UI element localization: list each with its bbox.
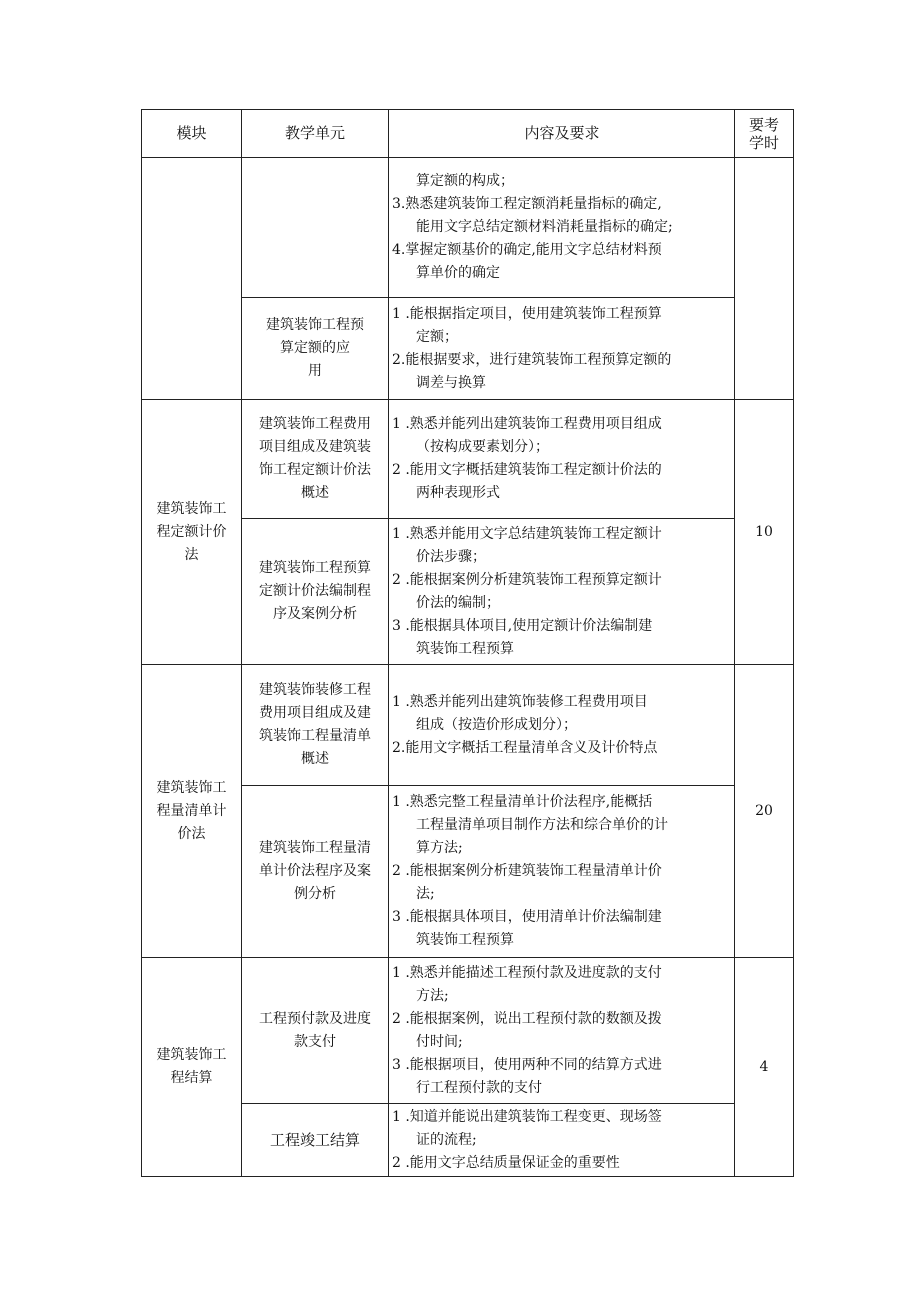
content-line: 3.熟悉建筑装饰工程定额消耗量指标的确定, [392,196,662,212]
content-line: 2 .能根据案例分析建筑装饰工程量清单计价 [392,863,662,879]
content-cell [389,1104,735,1177]
module-cell-empty [142,158,242,400]
content-line: 行工程预付款的支付 [416,1079,542,1096]
content-line: 3 .能根据具体项目，使用清单计价法编制建 [392,909,662,925]
content-line: 2 .能用文字总结质量保证金的重要性 [392,1154,620,1171]
header-hours-line1: 要考 [748,115,779,134]
unit-cell [242,519,389,665]
module-line: 建筑装饰工 [156,500,227,517]
content-cell [389,158,735,298]
unit-line: 例分析 [294,886,336,902]
unit-cell [242,298,389,400]
content-cell [389,400,735,519]
table-row [142,158,794,298]
content-line: 筑装饰工程预算 [416,640,514,657]
content-cell [389,665,735,786]
content-line: 1 .熟悉完整工程量清单计价法程序,能概括 [392,794,653,810]
content-line: 法; [416,886,435,902]
unit-line: 算定额的应 [280,340,350,356]
content-line: 证的流程; [416,1131,477,1148]
unit-line: 项目组成及建筑装 [259,439,371,455]
content-line: 2.能根据要求，进行建筑装饰工程预算定额的 [392,351,672,368]
content-line: 定额； [416,328,458,345]
unit-line: 筑装饰工程量清单 [259,728,371,744]
unit-line: 序及案例分析 [273,606,357,622]
curriculum-table [141,109,794,1177]
header-hours-line2: 学时 [748,133,779,152]
unit-line: 建筑装饰工程预 [266,317,364,333]
unit-line: 用 [308,363,322,379]
content-line: 1 .熟悉并能列出建筑装饰工程费用项目组成 [392,416,662,432]
content-line: 价法的编制； [416,594,500,611]
unit-line: 概述 [301,485,329,501]
unit-line: 建筑装饰装修工程 [259,682,371,698]
unit-line: 费用项目组成及建 [259,705,371,721]
hours-value: 20 [735,665,794,958]
content-line: 2 .能根据案例，说出工程预付款的数额及拨 [392,1010,662,1027]
unit-line: 饰工程定额计价法 [259,462,371,478]
content-line: 4.掌握定额基价的确定,能用文字总结材料预 [392,242,662,258]
content-line: 组成（按造价形成划分）； [416,716,577,733]
content-line: 1 .熟悉并能用文字总结建筑装饰工程定额计 [392,525,662,542]
content-line: 付时间; [416,1033,463,1050]
content-line: 2 .能根据案例分析建筑装饰工程预算定额计 [392,571,662,588]
header-hours [735,110,794,158]
hours-value: 10 [735,400,794,665]
content-line: （按构成要素划分）； [416,439,549,455]
module-line: 程定额计价 [156,523,227,540]
content-line: 价法步骤； [416,548,486,565]
module-line: 法 [184,546,199,563]
content-line: 3 .能根据项目，使用两种不同的结算方式进 [392,1056,662,1073]
table-row [142,400,794,519]
module-line: 程量清单计 [156,802,227,819]
unit-line: 概述 [301,751,329,767]
unit-line: 款支付 [294,1033,336,1050]
header-content: 内容及要求 [389,110,735,158]
unit-cell [242,400,389,519]
content-line: 算定额的构成； [416,173,514,189]
content-line: 2 .能用文字概括建筑装饰工程定额计价法的 [392,462,662,478]
hours-value: 4 [735,958,794,1177]
content-line: 调差与换算 [416,374,486,391]
unit-line: 单计价法程序及案 [259,863,371,879]
content-line: 能用文字总结定额材料消耗量指标的确定; [416,219,673,235]
unit-cell-empty [242,158,389,298]
unit-line: 建筑装饰工程量清 [259,840,371,856]
content-line: 算单价的确定 [416,265,500,281]
content-line: 1 .熟悉并能描述工程预付款及进度款的支付 [392,964,662,981]
content-cell [389,958,735,1104]
table-header-row [142,110,794,158]
module-cell [142,400,242,665]
unit-cell [242,1104,389,1177]
unit-line: 工程竣工结算 [269,1130,360,1149]
content-line: 算方法; [416,840,463,856]
module-line: 建筑装饰工 [156,1047,227,1063]
module-line: 程结算 [170,1070,213,1086]
hours-cell-empty [735,158,794,400]
content-line: 两种表现形式 [416,485,500,501]
content-line: 1 .能根据指定项目，使用建筑装饰工程预算 [392,305,662,322]
content-line: 方法; [416,987,449,1004]
module-cell [142,665,242,958]
module-cell [142,958,242,1177]
unit-line: 定额计价法编制程 [259,583,371,599]
module-line: 建筑装饰工 [156,779,227,796]
content-line: 1 .熟悉并能列出建筑饰装修工程费用项目 [392,693,648,710]
unit-cell [242,786,389,958]
content-line: 筑装饰工程预算 [416,932,514,948]
content-line: 工程量清单项目制作方法和综合单价的计 [416,817,668,833]
content-line: 2.能用文字概括工程量清单含义及计价特点 [392,739,658,756]
content-cell [389,786,735,958]
table-row [142,665,794,786]
module-line: 价法 [177,825,206,842]
table-row [142,958,794,1104]
unit-cell [242,958,389,1104]
unit-line: 建筑装饰工程费用 [259,416,371,432]
content-cell [389,519,735,665]
content-cell [389,298,735,400]
content-line: 1 .知道并能说出建筑装饰工程变更、现场签 [392,1108,662,1125]
header-module: 模块 [142,110,242,158]
header-unit: 教学单元 [242,110,389,158]
unit-cell [242,665,389,786]
unit-line: 建筑装饰工程预算 [259,560,371,576]
content-line: 3 .能根据具体项目,使用定额计价法编制建 [392,617,653,634]
unit-line: 工程预付款及进度 [259,1010,371,1027]
